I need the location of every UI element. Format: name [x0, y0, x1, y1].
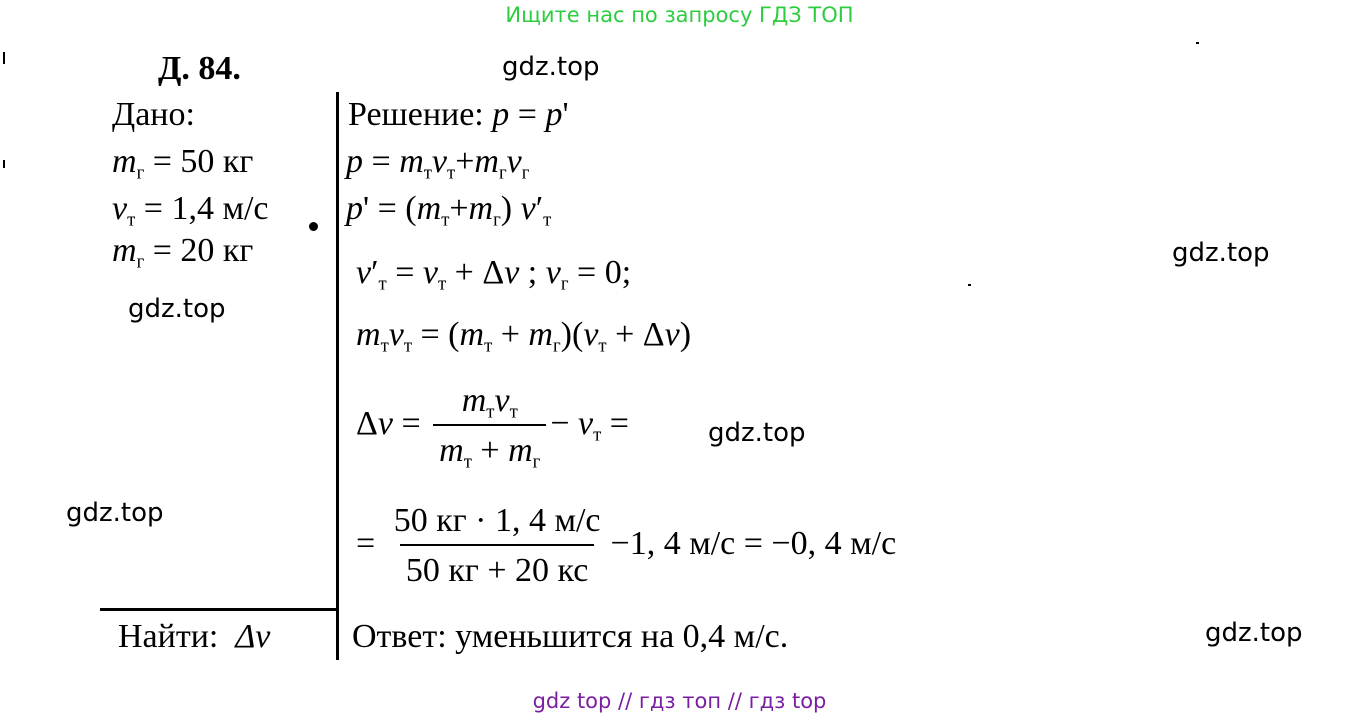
- bullet-dot: [309, 222, 318, 231]
- given-velocity: $v_т = 1,4$ м/с: [112, 190, 269, 231]
- solution-line-2: $p = m_тv_т+m_гv_г$: [346, 143, 530, 184]
- divider-horizontal: [100, 608, 338, 611]
- banner-text: Ищите нас по запросу ГДЗ ТОП: [505, 3, 854, 27]
- given-label: Дано:: [112, 96, 195, 133]
- divider-vertical: [336, 92, 339, 660]
- solution-calculation: = $\frac{50 кг \cdot 1, 4 м/с}{50 кг + 20 кс}$ −1, 4 м/с = −0, 4 м/с: [356, 502, 897, 589]
- watermark: gdz.top: [502, 52, 600, 82]
- watermark: gdz.top: [66, 498, 164, 528]
- given-mass-1: $m_г = 50$ кг: [112, 143, 254, 184]
- scan-speck: [3, 160, 5, 168]
- solution-formula-delta-v: Δv = $\frac{m_тv_т}{m_т + m_г}$ − $v_т$ =: [356, 382, 629, 473]
- watermark: gdz.top: [1205, 618, 1303, 648]
- scan-speck: [3, 52, 5, 64]
- solution-line-5: $m_тv_т = (m_т + m_г)(v_т + \Delta v)$: [356, 316, 692, 357]
- solution-line-1: Решение: p = p': [348, 96, 569, 133]
- scan-speck: [1196, 42, 1199, 44]
- find-line: Найти: Δv: [118, 618, 271, 655]
- problem-number: Д. 84.: [158, 50, 241, 87]
- watermark: gdz.top: [128, 294, 226, 324]
- scan-speck: [968, 284, 971, 286]
- answer-line: Ответ: уменьшится на 0,4 м/с.: [352, 618, 789, 655]
- solution-line-4: $v'_т = v_т + \Delta v$ ; $v_г = 0$;: [356, 254, 632, 295]
- footer-text: gdz top // гдз топ // гдз top: [532, 689, 827, 713]
- watermark: gdz.top: [708, 418, 806, 448]
- given-mass-2: $m_г = 20$ кг: [112, 232, 254, 273]
- watermark: gdz.top: [1172, 238, 1270, 268]
- solution-line-3: $p' = (m_т+m_г)$ $v'_т$: [346, 190, 552, 231]
